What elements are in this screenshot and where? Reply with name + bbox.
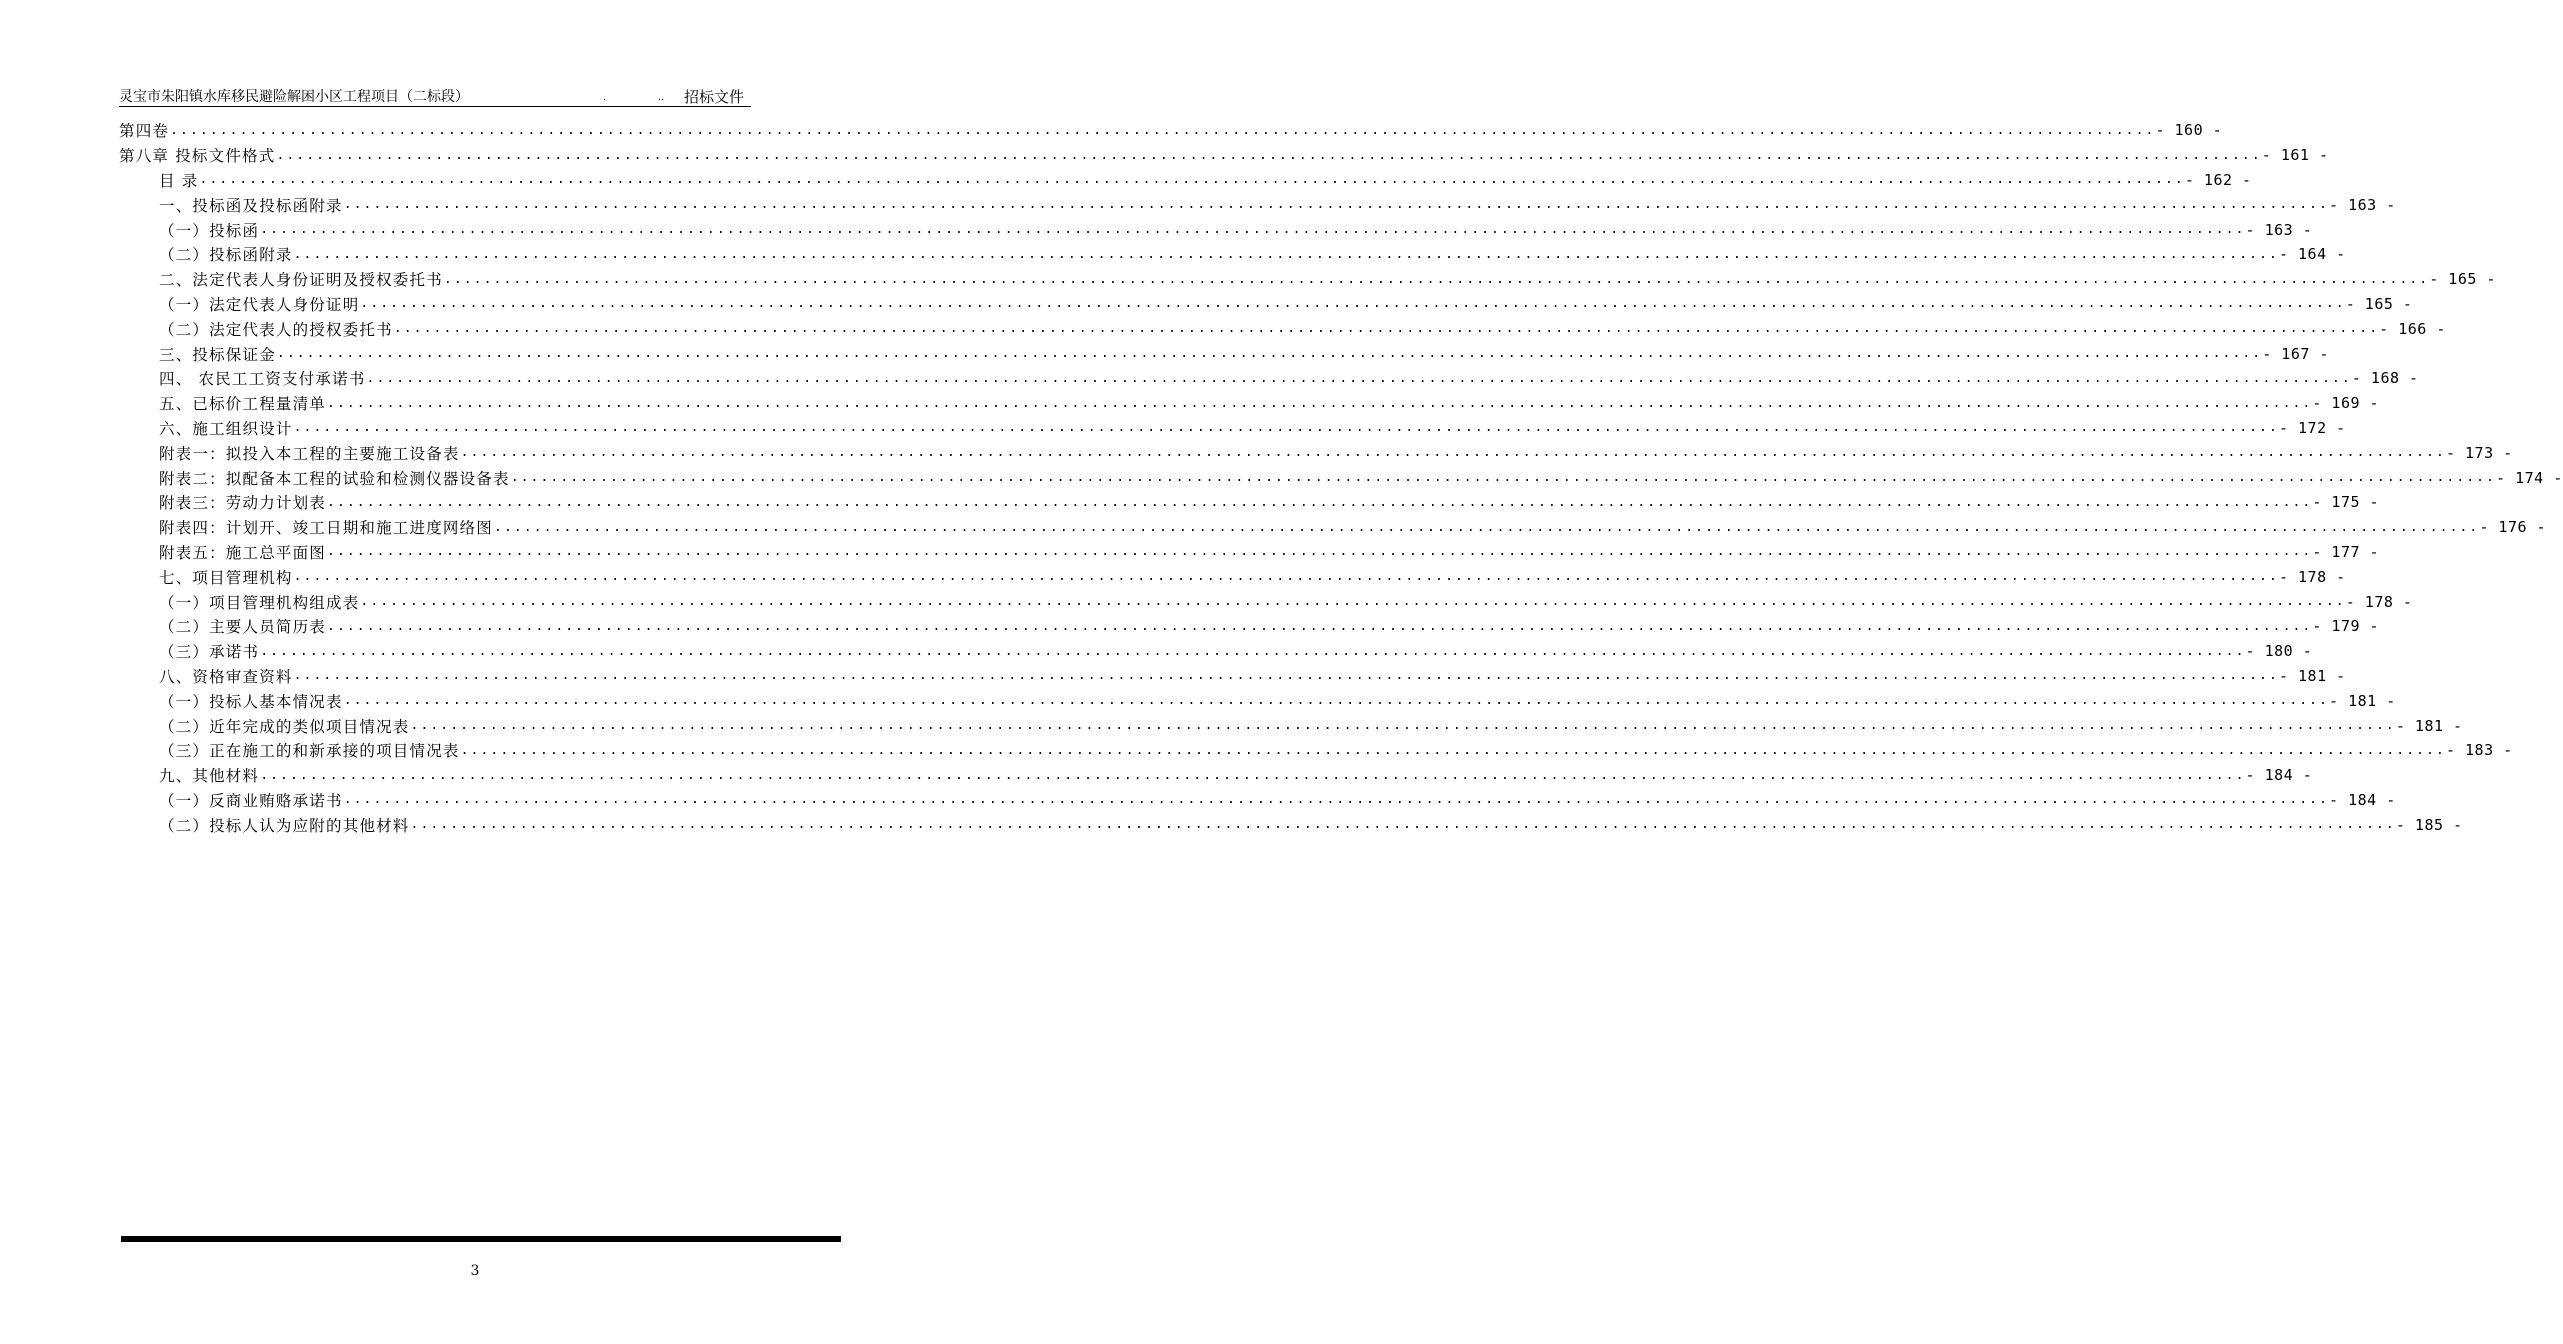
toc-dot-leader: ........................................................................................................................................................................................................ [327, 494, 2313, 510]
toc-dot-leader: ........................................................................................................................................................................................................ [360, 296, 2346, 312]
toc-entry[interactable] [119, 639, 2313, 664]
toc-entry-page: - 181 - [2395, 716, 2463, 735]
toc-dot-leader: ........................................................................................................................................................................................................ [293, 420, 2279, 436]
toc-entry[interactable] [119, 341, 2329, 366]
toc-entry[interactable] [119, 763, 2313, 788]
toc-dot-leader: ........................................................................................................................................................................................................ [260, 767, 2246, 783]
toc-entry-label: 第八章 投标文件格式 [119, 147, 276, 166]
toc-dot-leader: ........................................................................................................................................................................................................ [510, 470, 2497, 486]
toc-entry-page: - 185 - [2395, 815, 2463, 834]
toc-entry[interactable] [119, 465, 2563, 490]
toc-dot-leader: ........................................................................................................................................................................................................ [293, 569, 2279, 585]
toc-entry-label: （一）反商业贿赂承诺书 [159, 791, 343, 810]
toc-entry-label: 附表五：施工总平面图 [159, 543, 327, 562]
toc-dot-leader: ........................................................................................................................................................................................................ [260, 643, 2246, 659]
toc-entry-page: - 175 - [2312, 493, 2380, 512]
toc-entry-label: （一）投标函 [159, 221, 260, 240]
toc-entry-label: （一）法定代表人身份证明 [159, 295, 360, 314]
toc-entry-page: - 180 - [2245, 642, 2313, 661]
toc-entry[interactable] [119, 118, 2223, 143]
toc-entry-page: - 184 - [2245, 766, 2313, 785]
toc-entry-page: - 178 - [2345, 592, 2413, 611]
toc-dot-leader: ........................................................................................................................................................................................................ [343, 792, 2330, 808]
toc-entry[interactable] [119, 242, 2346, 267]
toc-entry[interactable] [119, 217, 2313, 242]
toc-entry[interactable] [119, 490, 2380, 515]
toc-entry[interactable] [119, 738, 2513, 763]
toc-entry-label: 七、项目管理机构 [159, 568, 293, 587]
toc-entry[interactable] [119, 589, 2413, 614]
footer-rule [121, 1236, 841, 1242]
toc-entry-label: （三）正在施工的和新承接的项目情况表 [159, 742, 460, 761]
header-rule [119, 106, 751, 107]
table-of-contents [119, 118, 2563, 837]
toc-dot-leader: ........................................................................................................................................................................................................ [460, 742, 2446, 758]
toc-dot-leader: ........................................................................................................................................................................................................ [276, 346, 2263, 362]
toc-entry-page: - 184 - [2329, 790, 2396, 809]
toc-entry-label: （一）项目管理机构组成表 [159, 593, 360, 612]
toc-entry-label: （二）主要人员简历表 [159, 618, 327, 637]
toc-dot-leader: ........................................................................................................................................................................................................ [443, 271, 2430, 287]
header-dot: . [603, 92, 607, 103]
toc-entry[interactable] [119, 416, 2346, 441]
toc-entry-page: - 165 - [2429, 270, 2496, 289]
toc-entry-label: 二、法定代表人身份证明及授权委托书 [159, 271, 443, 290]
toc-entry[interactable] [119, 192, 2396, 217]
toc-entry[interactable] [119, 168, 2252, 193]
toc-entry-page: - 173 - [2445, 443, 2513, 462]
toc-dot-leader: ........................................................................................................................................................................................................ [293, 668, 2279, 684]
toc-entry[interactable] [119, 540, 2380, 565]
toc-entry[interactable] [119, 292, 2413, 317]
toc-entry-label: 三、投标保证金 [159, 345, 276, 364]
toc-dot-leader: ........................................................................................................................................................................................................ [327, 395, 2313, 411]
toc-dot-leader: ........................................................................................................................................................................................................ [410, 817, 2396, 833]
toc-dot-leader: ........................................................................................................................................................................................................ [276, 147, 2262, 163]
toc-entry[interactable] [119, 440, 2513, 465]
toc-dot-leader: ........................................................................................................................................................................................................ [343, 197, 2330, 213]
toc-dot-leader: ........................................................................................................................................................................................................ [410, 718, 2396, 734]
toc-dot-leader: ........................................................................................................................................................................................................ [260, 222, 2246, 238]
toc-dot-leader: ........................................................................................................................................................................................................ [393, 321, 2380, 337]
toc-entry[interactable] [119, 515, 2547, 540]
toc-entry-page: - 160 - [2155, 121, 2223, 140]
toc-entry-label: （二）近年完成的类似项目情况表 [159, 717, 410, 736]
toc-entry-page: - 166 - [2379, 319, 2446, 338]
toc-entry-page: - 179 - [2312, 617, 2380, 636]
toc-dot-leader: ........................................................................................................................................................................................................ [293, 246, 2279, 262]
toc-entry-label: 第四卷 [119, 122, 170, 141]
toc-entry[interactable] [119, 664, 2346, 689]
toc-entry-label: （三）承诺书 [159, 643, 260, 662]
toc-entry-page: - 161 - [2261, 146, 2329, 165]
page-number: 3 [470, 1263, 480, 1279]
toc-entry-label: 四、 农民工工资支付承诺书 [159, 370, 366, 389]
toc-entry[interactable] [119, 267, 2496, 292]
header-project-title: 灵宝市朱阳镇水库移民避险解困小区工程项目（二标段） [119, 89, 469, 105]
toc-entry-label: （二）投标函附录 [159, 246, 293, 265]
toc-dot-leader: ........................................................................................................................................................................................................ [170, 122, 2156, 138]
toc-entry-label: 五、已标价工程量清单 [159, 395, 327, 414]
toc-entry[interactable] [119, 366, 2419, 391]
toc-entry-label: 九、其他材料 [159, 767, 260, 786]
toc-entry[interactable] [119, 564, 2346, 589]
toc-entry-label: 八、资格审查资料 [159, 667, 293, 686]
toc-entry-page: - 183 - [2445, 741, 2513, 760]
toc-dot-leader: ........................................................................................................................................................................................................ [327, 544, 2313, 560]
toc-entry-page: - 172 - [2278, 418, 2346, 437]
toc-dot-leader: ........................................................................................................................................................................................................ [460, 445, 2446, 461]
toc-entry[interactable] [119, 143, 2329, 168]
toc-entry-label: （一）投标人基本情况表 [159, 692, 343, 711]
toc-entry-page: - 165 - [2345, 294, 2413, 313]
toc-entry-page: - 169 - [2312, 394, 2380, 413]
toc-entry-page: - 181 - [2278, 666, 2346, 685]
toc-entry-page: - 163 - [2245, 220, 2313, 239]
toc-dot-leader: ........................................................................................................................................................................................................ [327, 618, 2313, 634]
toc-entry-page: - 168 - [2351, 369, 2419, 388]
toc-entry[interactable] [119, 713, 2463, 738]
toc-dot-leader: ........................................................................................................................................................................................................ [199, 172, 2185, 188]
toc-entry-page: - 177 - [2312, 542, 2380, 561]
toc-entry-label: （二）投标人认为应附的其他材料 [159, 816, 410, 835]
toc-entry-page: - 181 - [2329, 691, 2396, 710]
toc-entry-label: 附表二：拟配备本工程的试验和检测仪器设备表 [159, 469, 510, 488]
toc-entry[interactable] [119, 688, 2396, 713]
toc-entry-label: 六、施工组织设计 [159, 419, 293, 438]
toc-entry-label: 目 录 [159, 171, 199, 190]
toc-entry[interactable] [119, 391, 2380, 416]
toc-entry[interactable] [119, 316, 2446, 341]
toc-entry-page: - 178 - [2278, 567, 2346, 586]
toc-entry-page: - 176 - [2479, 518, 2547, 537]
toc-entry-page: - 174 - [2496, 468, 2563, 487]
toc-dot-leader: ........................................................................................................................................................................................................ [494, 519, 2480, 535]
header-doc-type: 招标文件 [684, 88, 745, 106]
header-dot: .. [658, 92, 665, 103]
toc-entry-page: - 163 - [2329, 195, 2396, 214]
toc-dot-leader: ........................................................................................................................................................................................................ [360, 594, 2346, 610]
toc-entry-label: （二）法定代表人的授权委托书 [159, 320, 393, 339]
toc-entry[interactable] [119, 614, 2380, 639]
toc-entry-page: - 162 - [2184, 170, 2252, 189]
toc-entry-page: - 164 - [2278, 245, 2346, 264]
toc-entry[interactable] [119, 788, 2396, 813]
toc-dot-leader: ........................................................................................................................................................................................................ [366, 370, 2352, 386]
toc-entry-label: 附表一：拟投入本工程的主要施工设备表 [159, 444, 460, 463]
toc-entry-label: 附表四：计划开、竣工日期和施工进度网络图 [159, 519, 494, 538]
toc-entry-label: 附表三：劳动力计划表 [159, 494, 327, 513]
toc-entry[interactable] [119, 812, 2463, 837]
toc-entry-label: 一、投标函及投标函附录 [159, 196, 343, 215]
toc-dot-leader: ........................................................................................................................................................................................................ [343, 693, 2330, 709]
toc-entry-page: - 167 - [2262, 344, 2329, 363]
